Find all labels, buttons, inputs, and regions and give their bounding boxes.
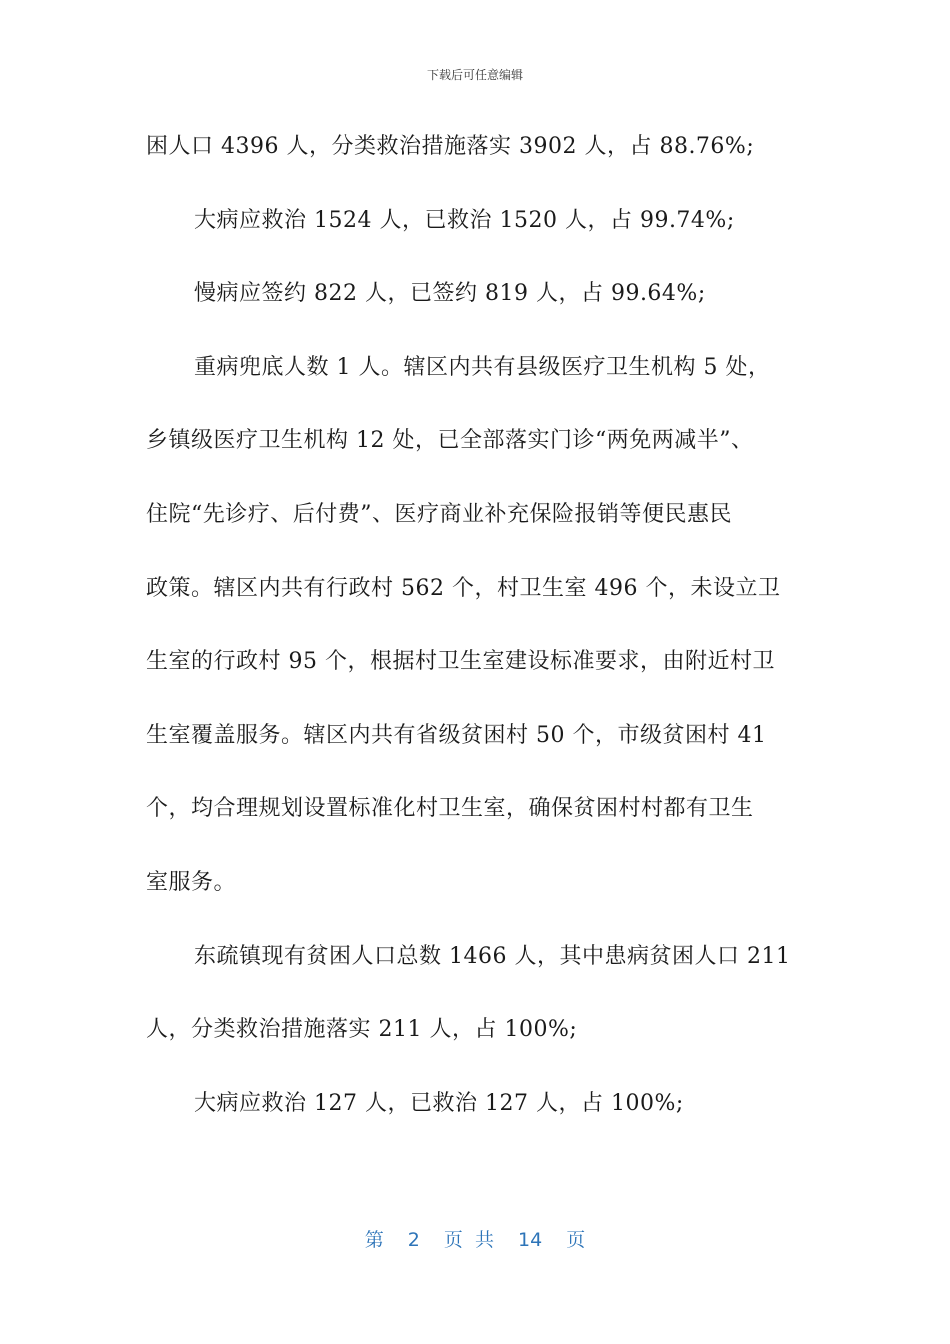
header-note: 下载后可任意编辑 <box>426 68 523 82</box>
text-line: 住院“先诊疗、后付费”、医疗商业补充保险报销等便民惠民 <box>146 501 732 527</box>
footer-label-total: 页 共 <box>443 1229 494 1251</box>
footer-label-end: 页 <box>566 1229 586 1251</box>
text-line: 东疏镇现有贫困人口总数 1466 人，其中患病贫困人口 211 <box>194 943 791 969</box>
text-line: 困人口 4396 人，分类救治措施落实 3902 人，占 88.76%; <box>146 134 755 159</box>
footer-label-page: 第 <box>364 1229 384 1251</box>
text-line: 生室覆盖服务。辖区内共有省级贫困村 50 个，市级贫困村 41 <box>146 722 767 748</box>
total-pages-number: 14 <box>518 1229 543 1251</box>
text-line: 室服务。 <box>146 869 237 895</box>
text-line: 生室的行政村 95 个，根据村卫生室建设标准要求，由附近村卫 <box>146 649 775 675</box>
text-line: 大病应救治 127 人，已救治 127 人，占 100%; <box>194 1090 684 1116</box>
text-line: 重病兜底人数 1 人。辖区内共有县级医疗卫生机构 5 处， <box>194 354 771 380</box>
text-line: 慢病应签约 822 人，已签约 819 人，占 99.64%; <box>194 281 706 307</box>
text-line: 乡镇级医疗卫生机构 12 处，已全部落实门诊“两免两减半”、 <box>146 428 754 454</box>
text-line: 个，均合理规划设置标准化村卫生室，确保贫困村村都有卫生 <box>146 796 754 822</box>
page-footer <box>0 1225 950 1252</box>
text-line: 大病应救治 1524 人，已救治 1520 人，占 99.74%; <box>194 207 735 233</box>
current-page-number: 2 <box>407 1229 420 1251</box>
document-body <box>146 122 806 1152</box>
text-line: 政策。辖区内共有行政村 562 个，村卫生室 496 个，未设立卫 <box>146 575 781 601</box>
text-line: 人，分类救治措施落实 211 人，占 100%; <box>146 1017 578 1043</box>
